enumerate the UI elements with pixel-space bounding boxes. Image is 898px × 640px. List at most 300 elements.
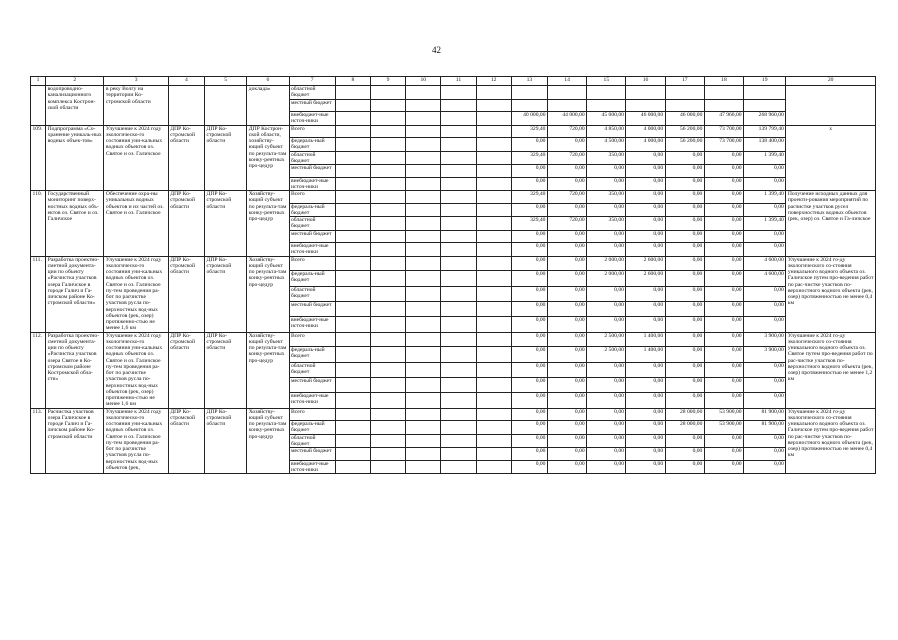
cell-goal: Улучшение к 2024 году экологическо-го состояния уни-кальных водных объектов оз. Святое и оз. Галичское пу-тем проведения ра-бот по расчистке участков русла по-верхностных вод-ных объектов (рек, озер) протяженно-стью не менее 1,6 км [104,256,168,332]
amount-cell: 3 900,00 [744,347,786,363]
amount-cell: 0,00 [744,302,786,317]
amount-cell: 0,00 [665,302,704,317]
amount-cell: 0,00 [587,460,626,474]
empty-year-cell [441,230,476,243]
amount-cell: 28 000,00 [665,408,704,421]
empty-year-cell [335,271,370,287]
column-number: 10 [406,77,441,86]
amount-cell: 138 400,00 [744,138,786,152]
empty-year-cell [335,286,370,302]
empty-year-cell [370,177,405,191]
empty-year-cell [476,408,511,421]
amount-cell: 0,00 [704,191,743,204]
amount-cell: 329,40 [511,151,547,165]
amount-cell: 0,00 [511,378,547,393]
funding-source: Всего [289,256,335,271]
cell-name: Разработка проектно-сметной документа-ции по объекту «Расчистка участков озера Святое в Ко-стромском районе Костромской обла-сти» [46,332,104,408]
empty-year-cell [476,448,511,461]
empty-year-cell [370,347,405,363]
cell-goal: Улучшение к 2024 году экологическо-го состояния уни-кальных водных объектов оз. Святое и оз. Галичское пу-тем проведения ра-бот по расчистке участков русла по-верхностных вод-ных объектов (рек, озер) протяженно-стью не менее 1,6 км [104,332,168,408]
amount-cell: 40 000,00 [511,112,547,126]
empty-year-cell [441,316,476,332]
empty-year-cell [370,151,405,165]
amount-cell: 0,00 [587,392,626,408]
amount-cell: 0,00 [587,362,626,378]
empty-year-cell [406,203,441,217]
amount-cell: 0,00 [704,362,743,378]
cell-c5: ДПР Ко-стромской области [205,332,247,408]
amount-cell: 4 000,00 [626,125,665,138]
page-number: 42 [432,45,441,55]
funding-source: Всего [289,191,335,204]
funding-source: областной бюджет [289,217,335,231]
table-row [31,408,876,421]
empty-year-cell [335,448,370,461]
empty-year-cell [335,460,370,474]
amount-cell: 73 700,00 [704,138,743,152]
amount-cell: 0,00 [547,271,586,287]
empty-year-cell [406,165,441,178]
amount-cell: 268 960,00 [744,112,786,126]
amount-cell [744,99,786,112]
amount-cell: 0,00 [704,302,743,317]
empty-year-cell [441,191,476,204]
cell-name: Разработка проектно-сметной документа-ции по объекту «Расчистка участков озера Галичское в городе Галич и Га-личском районе Ко-стромской области» [46,256,104,332]
cell-c5: ДПР Ко-стромской области [205,125,247,191]
empty-year-cell [335,203,370,217]
funding-source: Всего [289,408,335,421]
empty-year-cell [441,125,476,138]
empty-year-cell [441,434,476,448]
funding-source: внебюджет-ные источ-ники [289,460,335,474]
empty-year-cell [476,125,511,138]
funding-source: местный бюджет [289,165,335,178]
amount-cell: 0,00 [547,421,586,435]
empty-year-cell [406,151,441,165]
amount-cell: 0,00 [587,286,626,302]
empty-year-cell [476,256,511,271]
cell-c6: Хозяйству-ющий субъект по результа-там конку-рентных про-цедур [247,332,289,408]
amount-cell: 0,00 [665,151,704,165]
funding-source: местный бюджет [289,448,335,461]
empty-year-cell [406,392,441,408]
empty-year-cell [370,316,405,332]
amount-cell: 0,00 [587,434,626,448]
empty-year-cell [370,112,405,126]
empty-year-cell [406,112,441,126]
funding-source: местный бюджет [289,302,335,317]
column-number: 6 [247,77,289,86]
empty-year-cell [476,316,511,332]
empty-year-cell [476,177,511,191]
empty-year-cell [476,217,511,231]
cell-goal: в реку Волгу на территории Ко-стромской области [104,86,168,126]
empty-year-cell [441,99,476,112]
amount-cell: 0,00 [547,165,586,178]
cell-c5 [205,86,247,126]
amount-cell: 28 000,00 [665,421,704,435]
table-row [31,256,876,271]
empty-year-cell [441,347,476,363]
empty-year-cell [335,434,370,448]
amount-cell: 0,00 [626,302,665,317]
amount-cell: 0,00 [704,230,743,243]
cell-c6: Хозяйству-ющий субъект по результа-там конку-рентных про-цедур [247,191,289,257]
amount-cell: 0,00 [744,448,786,461]
empty-year-cell [406,138,441,152]
amount-cell [511,86,547,100]
amount-cell: 0,00 [704,243,743,257]
amount-cell: 2 600,00 [626,271,665,287]
amount-cell: 0,00 [587,203,626,217]
amount-cell: 350,00 [587,217,626,231]
amount-cell: 0,00 [511,177,547,191]
cell-name: Расчистка участков озера Галичское в городе Галич и Га-личском районе Ко-стромской области [46,408,104,474]
empty-year-cell [335,230,370,243]
amount-cell: 0,00 [626,217,665,231]
empty-year-cell [335,347,370,363]
amount-cell: 0,00 [511,203,547,217]
empty-year-cell [335,408,370,421]
expected-result: Улучшение к 2024 го-ду экологического со-стояния уникального водного объекта оз. Святое путем про-ведения работ по рас-чистке участков по-верхностного водного объекта (рек, озер) протяженностью не менее 1,2 км [786,332,876,408]
amount-cell: 0,00 [665,165,704,178]
empty-year-cell [476,138,511,152]
amount-cell [626,99,665,112]
empty-year-cell [370,243,405,257]
empty-year-cell [370,302,405,317]
amount-cell: 0,00 [511,316,547,332]
amount-cell: 53 900,00 [704,408,743,421]
amount-cell: 0,00 [547,460,586,474]
amount-cell: 0,00 [547,177,586,191]
empty-year-cell [406,177,441,191]
column-number: 7 [289,77,335,86]
empty-year-cell [370,421,405,435]
amount-cell: 0,00 [665,256,704,271]
amount-cell: 47 960,00 [704,112,743,126]
column-number: 15 [587,77,626,86]
cell-name: Государственный мониторинг поверх-ностных водных объ-ектов оз. Святое и оз. Галичское [46,191,104,257]
amount-cell: 0,00 [547,434,586,448]
amount-cell: 0,00 [626,151,665,165]
amount-cell: 0,00 [665,191,704,204]
amount-cell: 4 600,00 [744,271,786,287]
amount-cell: 73 700,00 [704,125,743,138]
amount-cell: 4 000,00 [626,138,665,152]
amount-cell: 0,00 [665,362,704,378]
empty-year-cell [406,125,441,138]
empty-year-cell [335,302,370,317]
amount-cell: 0,00 [587,230,626,243]
amount-cell: 0,00 [511,243,547,257]
amount-cell: 1 399,40 [744,151,786,165]
empty-year-cell [476,421,511,435]
cell-no [31,86,46,126]
funding-source: федераль-ный бюджет [289,203,335,217]
empty-year-cell [335,332,370,347]
empty-year-cell [441,256,476,271]
cell-no: 111. [31,256,46,332]
amount-cell: 0,00 [665,460,704,474]
empty-year-cell [406,421,441,435]
empty-year-cell [406,408,441,421]
amount-cell: 0,00 [587,421,626,435]
amount-cell: 0,00 [626,286,665,302]
amount-cell: 0,00 [547,243,586,257]
cell-c4: ДПР Ко-стромской области [168,191,204,257]
amount-cell: 0,00 [744,177,786,191]
amount-cell: 0,00 [626,392,665,408]
amount-cell: 350,00 [587,191,626,204]
amount-cell: 0,00 [626,230,665,243]
expected-result [786,86,876,126]
amount-cell: 2 000,00 [587,256,626,271]
amount-cell: 0,00 [704,460,743,474]
amount-cell: 81 900,00 [744,421,786,435]
amount-cell: 2 500,00 [587,347,626,363]
cell-name: водопроводно-канализационного комплекса Кострон-ской области [46,86,104,126]
amount-cell: 0,00 [511,421,547,435]
column-number: 17 [665,77,704,86]
amount-cell: 0,00 [704,378,743,393]
amount-cell: 0,00 [665,177,704,191]
empty-year-cell [441,460,476,474]
amount-cell: 0,00 [547,302,586,317]
amount-cell: 0,00 [511,460,547,474]
empty-year-cell [406,217,441,231]
amount-cell: 45 000,00 [587,112,626,126]
column-number: 20 [786,77,876,86]
amount-cell: 0,00 [704,347,743,363]
empty-year-cell [370,165,405,178]
amount-cell: 0,00 [704,434,743,448]
amount-cell: 350,00 [587,151,626,165]
empty-year-cell [370,138,405,152]
empty-year-cell [335,86,370,100]
amount-cell: 0,00 [744,243,786,257]
empty-year-cell [476,112,511,126]
amount-cell: 2 600,00 [626,256,665,271]
amount-cell: 0,00 [511,256,547,271]
empty-year-cell [476,392,511,408]
amount-cell: 329,40 [511,217,547,231]
empty-year-cell [441,302,476,317]
amount-cell: 0,00 [626,316,665,332]
amount-cell: 0,00 [665,230,704,243]
amount-cell: 0,00 [704,332,743,347]
empty-year-cell [441,332,476,347]
empty-year-cell [441,112,476,126]
amount-cell: 56 200,00 [665,138,704,152]
amount-cell [704,99,743,112]
amount-cell: 53 900,00 [704,421,743,435]
cell-c4: ДПР Ко-стромской области [168,408,204,474]
empty-year-cell [476,165,511,178]
column-number: 11 [441,77,476,86]
cell-goal: Улучшение к 2024 году экологическо-го состояния уни-кальных водных объектов оз. Святое и оз. Галичское [104,125,168,191]
amount-cell: 720,00 [547,191,586,204]
amount-cell: 0,00 [511,408,547,421]
amount-cell: 0,00 [547,347,586,363]
cell-c5: ДПР Ко-стромской области [205,191,247,257]
column-number: 3 [104,77,168,86]
amount-cell: 0,00 [626,408,665,421]
empty-year-cell [370,408,405,421]
column-number: 16 [626,77,665,86]
amount-cell: 0,00 [704,286,743,302]
amount-cell: 0,00 [626,421,665,435]
empty-year-cell [370,191,405,204]
column-number: 8 [335,77,370,86]
cell-no: 110. [31,191,46,257]
column-number: 12 [476,77,511,86]
amount-cell: 0,00 [626,191,665,204]
empty-year-cell [441,392,476,408]
amount-cell: 0,00 [704,392,743,408]
empty-year-cell [406,347,441,363]
cell-c6: Хозяйству-ющий субъект по результа-там конку-рентных про-цедур [247,408,289,474]
empty-year-cell [335,392,370,408]
amount-cell [626,86,665,100]
empty-year-cell [335,138,370,152]
empty-year-cell [370,99,405,112]
amount-cell: 0,00 [511,362,547,378]
empty-year-cell [476,347,511,363]
amount-cell: 0,00 [511,332,547,347]
empty-year-cell [476,203,511,217]
amount-cell [587,86,626,100]
empty-year-cell [370,271,405,287]
empty-year-cell [441,203,476,217]
amount-cell: 4 850,00 [587,125,626,138]
amount-cell: 0,00 [665,286,704,302]
column-number: 9 [370,77,405,86]
amount-cell: 0,00 [665,316,704,332]
amount-cell: 0,00 [665,217,704,231]
funding-source: федераль-ный бюджет [289,347,335,363]
empty-year-cell [406,460,441,474]
empty-year-cell [406,316,441,332]
empty-year-cell [406,302,441,317]
empty-year-cell [370,448,405,461]
empty-year-cell [370,203,405,217]
funding-source: местный бюджет [289,378,335,393]
amount-cell [744,86,786,100]
amount-cell: 46 000,00 [665,112,704,126]
amount-cell: 0,00 [626,448,665,461]
cell-c5: ДПР Ко-стромской области [205,256,247,332]
empty-year-cell [476,230,511,243]
funding-source: областной бюджет [289,286,335,302]
amount-cell: 0,00 [587,408,626,421]
funding-source: федераль-ный бюджет [289,271,335,287]
amount-cell: 46 000,00 [626,112,665,126]
empty-year-cell [370,256,405,271]
funding-source: внебюджет-ные источ-ники [289,316,335,332]
cell-no: 109. [31,125,46,191]
empty-year-cell [406,191,441,204]
cell-name: Подпрограмма «Со-хранение уникаль-ных водных объек-тов» [46,125,104,191]
amount-cell [511,99,547,112]
amount-cell: 0,00 [744,434,786,448]
empty-year-cell [335,217,370,231]
amount-cell: 0,00 [665,378,704,393]
amount-cell: 0,00 [665,448,704,461]
amount-cell: 0,00 [511,434,547,448]
empty-year-cell [441,378,476,393]
amount-cell: 0,00 [744,378,786,393]
amount-cell: 0,00 [547,332,586,347]
amount-cell: 0,00 [626,362,665,378]
amount-cell: 56 200,00 [665,125,704,138]
amount-cell: 0,00 [626,460,665,474]
funding-source: федераль-ный бюджет [289,138,335,152]
amount-cell: 0,00 [744,392,786,408]
amount-cell: 0,00 [547,408,586,421]
amount-cell: 3 900,00 [744,332,786,347]
amount-cell: 0,00 [547,203,586,217]
empty-year-cell [406,378,441,393]
amount-cell: 0,00 [744,316,786,332]
empty-year-cell [476,460,511,474]
cell-c6: Хозяйству-ющий субъект по результа-там конку-рентных про-цедур [247,256,289,332]
amount-cell: 0,00 [704,448,743,461]
empty-year-cell [476,271,511,287]
amount-cell: 2 000,00 [587,271,626,287]
amount-cell: 0,00 [547,392,586,408]
amount-cell: 0,00 [547,256,586,271]
amount-cell: 0,00 [626,378,665,393]
cell-c5: ДПР Ко-стромской области [205,408,247,474]
empty-year-cell [406,99,441,112]
amount-cell [587,99,626,112]
amount-cell [547,99,586,112]
cell-c4: ДПР Ко-стромской области [168,256,204,332]
funding-source: областной бюджет [289,362,335,378]
funding-source: внебюджет-ные источ-ники [289,112,335,126]
amount-cell: 1 399,40 [744,217,786,231]
amount-cell: 0,00 [626,243,665,257]
amount-cell: 0,00 [626,165,665,178]
empty-year-cell [406,448,441,461]
empty-year-cell [370,86,405,100]
amount-cell: 0,00 [744,230,786,243]
funding-source: областной бюджет [289,434,335,448]
empty-year-cell [476,286,511,302]
amount-cell: 720,00 [547,125,586,138]
amount-cell: 0,00 [547,138,586,152]
amount-cell [665,86,704,100]
amount-cell: 0,00 [626,434,665,448]
empty-year-cell [441,217,476,231]
amount-cell: 0,00 [511,286,547,302]
amount-cell: 139 799,40 [744,125,786,138]
empty-year-cell [406,243,441,257]
empty-year-cell [335,421,370,435]
empty-year-cell [476,362,511,378]
empty-year-cell [370,378,405,393]
amount-cell: 1 399,40 [744,191,786,204]
amount-cell: 0,00 [744,460,786,474]
empty-year-cell [441,362,476,378]
empty-year-cell [335,191,370,204]
empty-year-cell [406,362,441,378]
empty-year-cell [370,460,405,474]
amount-cell: 0,00 [665,203,704,217]
empty-year-cell [441,286,476,302]
cell-c4 [168,86,204,126]
amount-cell: 0,00 [744,203,786,217]
